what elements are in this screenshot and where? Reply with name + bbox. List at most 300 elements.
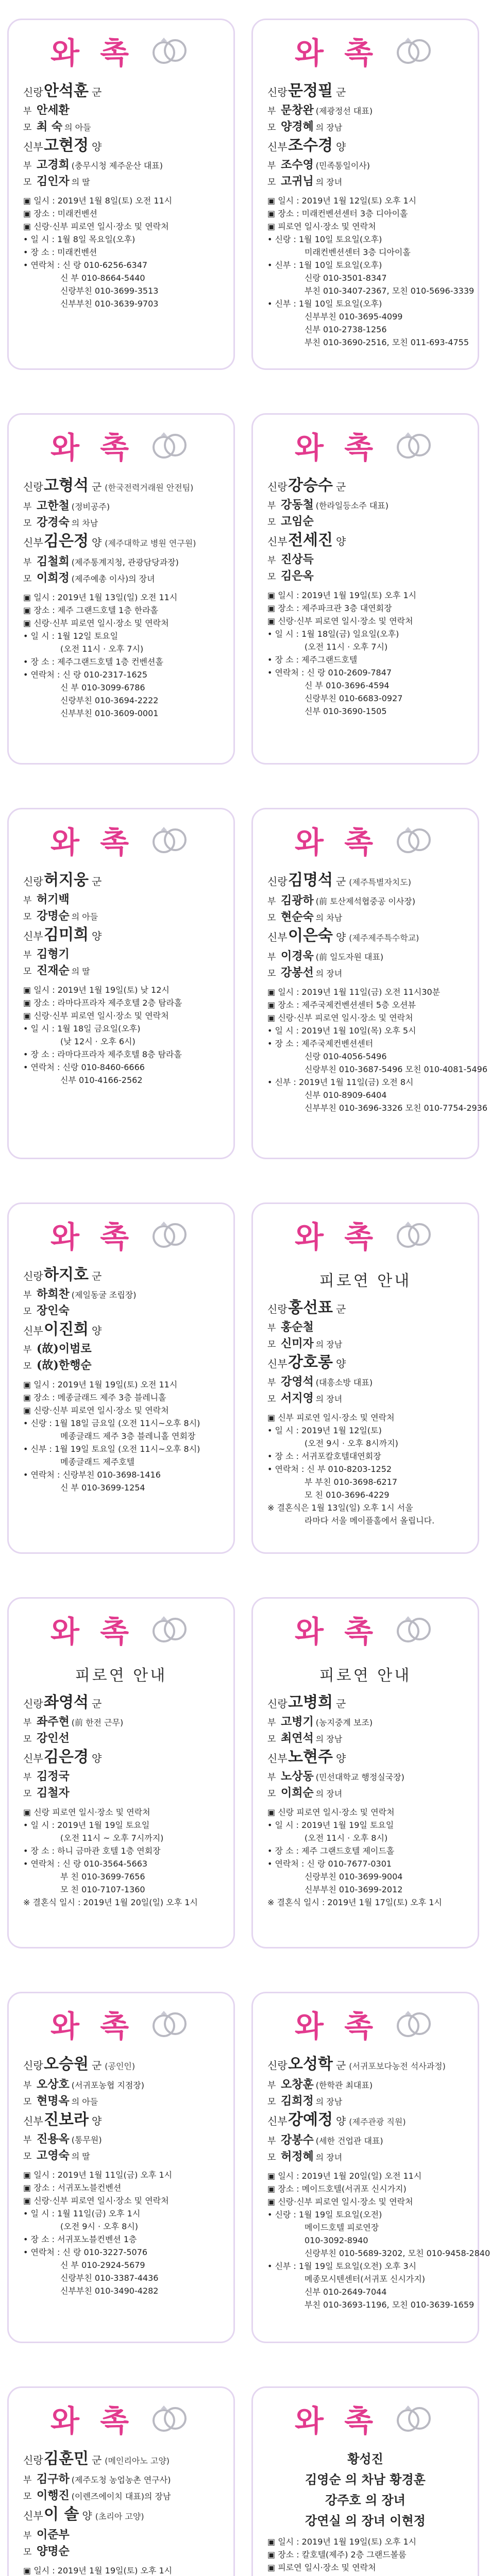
logo-text: 와 촉 xyxy=(294,2009,379,2044)
announcement-card xyxy=(251,1202,479,1554)
detail-line: • 장 소 : 제주그랜드호텔 xyxy=(267,655,358,665)
logo-text: 와 촉 xyxy=(294,2403,379,2438)
detail-line: 010-3092-8940 xyxy=(305,2235,368,2245)
name-suffix: 양 xyxy=(335,1358,346,1370)
role-label: 모 xyxy=(267,572,276,582)
role-label: 모 xyxy=(267,517,276,528)
couple-name-row xyxy=(23,1319,219,1341)
parent-name-row xyxy=(23,2544,219,2560)
role-label: 부 xyxy=(267,1718,276,1728)
name-suffix: 양 xyxy=(91,2115,102,2127)
role-label: 모 xyxy=(267,177,276,188)
name-suffix: 의 아들 xyxy=(71,912,98,922)
card-header xyxy=(23,809,219,870)
couple-name-row xyxy=(23,2110,219,2131)
person-name: 고현정 xyxy=(44,137,89,155)
role-label: 부 xyxy=(267,2080,276,2091)
name-suffix: 군 xyxy=(91,875,102,888)
parent-name-row xyxy=(267,1336,463,1352)
parent-name-row xyxy=(23,1769,219,1785)
person-name: 조수경 xyxy=(288,137,333,155)
person-description: (제주제주특수학교) xyxy=(349,933,419,943)
announcement-card xyxy=(7,1992,235,2343)
person-name: 김철자 xyxy=(37,1786,70,1800)
parent-name-row xyxy=(23,2148,219,2164)
detail-line: 신부부친 010-3639-9703 xyxy=(60,299,159,309)
role-label: 신부 xyxy=(267,141,288,153)
role-label: 부 xyxy=(267,1323,276,1333)
role-label: 부 xyxy=(23,106,32,116)
person-name: 김은옥 xyxy=(281,569,314,583)
parent-name-row xyxy=(23,963,219,979)
detail-line: 부 친 010-3699-7656 xyxy=(60,1872,145,1882)
wedding-rings-icon xyxy=(392,2009,436,2038)
event-details xyxy=(23,1378,219,1494)
parent-name-row xyxy=(23,2471,219,2488)
detail-line: • 연락처 : 신 랑 010-6256-6347 xyxy=(23,260,148,270)
wedding-rings-icon xyxy=(392,825,436,854)
name-suffix: 군 xyxy=(91,2059,102,2072)
detail-line: • 일 시 : 2019년 1월 19일 토요일 xyxy=(267,1820,394,1830)
name-suffix: 군 xyxy=(91,481,102,493)
couple-line: 강주호 의 장녀 xyxy=(325,2493,405,2507)
parent-name-row xyxy=(23,908,219,925)
detail-line: 신부부친 010-3609-0001 xyxy=(60,708,159,718)
role-label: 신부 xyxy=(23,1752,43,1765)
role-label: 모 xyxy=(267,2153,276,2163)
name-suffix: (대흥소방 대표) xyxy=(315,1378,373,1387)
role-label: 부 xyxy=(23,161,32,171)
person-name: 홍순철 xyxy=(281,1320,314,1334)
parent-name-row xyxy=(267,157,463,174)
detail-line: ▣ 신랑·신부 피로연 일시·장소 및 연락처 xyxy=(267,1013,413,1023)
name-suffix: (제광정선 대표) xyxy=(315,106,373,116)
name-suffix: 군 xyxy=(91,86,102,98)
role-label: 부 xyxy=(23,2475,32,2485)
detail-line: ▣ 일시 : 2019년 1월 19일(토) 오전 11시 xyxy=(23,1380,178,1389)
person-name: 진상득 xyxy=(281,553,314,566)
parent-name-row xyxy=(23,1785,219,1802)
name-suffix: (민족통일이사) xyxy=(315,161,370,171)
person-name: 오승원 xyxy=(44,2055,89,2073)
name-suffix: (제주예총 이사)의 장녀 xyxy=(71,574,155,584)
card-header xyxy=(23,1599,219,1659)
card-header xyxy=(267,1204,463,1265)
couple-line: 김영순 의 차남 황경훈 xyxy=(305,2472,426,2487)
couple-name-row xyxy=(23,1747,219,1769)
parent-name-row xyxy=(23,2093,219,2110)
name-suffix: 군 xyxy=(91,2454,102,2466)
detail-line: 신랑부친 010-3687-5496 모친 010-4081-5496 xyxy=(305,1064,488,1074)
detail-line: (오전 9시 · 오후 8시) xyxy=(60,2222,139,2231)
person-name: 문정필 xyxy=(288,82,333,100)
role-label: 신랑 xyxy=(23,1270,43,1282)
detail-line: 신부부친 010-3490-4282 xyxy=(60,2286,159,2296)
card-header xyxy=(23,20,219,81)
event-details xyxy=(267,589,463,718)
person-name: 고임순 xyxy=(281,515,314,528)
logo-text: 와 촉 xyxy=(294,1219,379,1255)
person-name: 이행진 xyxy=(37,2489,70,2502)
couple-name-row xyxy=(23,2054,219,2077)
name-suffix: 군 xyxy=(335,481,346,493)
name-suffix: 의 장녀 xyxy=(315,177,343,187)
person-name: 노상동 xyxy=(281,1770,314,1783)
detail-line: 모 친 010-3696-4229 xyxy=(305,1490,390,1500)
couple-name-row xyxy=(23,476,219,498)
event-details xyxy=(23,1806,219,1909)
parent-name-row xyxy=(23,2077,219,2093)
role-label: 부 xyxy=(23,1290,32,1300)
role-label: 모 xyxy=(267,1340,276,1350)
name-suffix: 의 장녀 xyxy=(315,1789,343,1799)
name-suffix: 의 아들 xyxy=(71,2097,98,2107)
detail-line: ▣ 신랑·신부 피로연 일시·장소 및 연락처 xyxy=(23,1405,169,1415)
announcement-card xyxy=(251,2386,479,2576)
role-label: 모 xyxy=(23,2151,32,2162)
name-suffix: (이렌즈에이치 대표)의 장남 xyxy=(71,2492,171,2501)
detail-line: ▣ 신랑·신부 피로연 일시·장소 및 연락처 xyxy=(23,1011,169,1021)
name-suffix: (前 한전 근무) xyxy=(71,1718,124,1727)
event-details xyxy=(267,194,475,349)
role-label: 부 xyxy=(267,161,276,171)
role-label: 모 xyxy=(23,967,32,977)
name-suffix: 군 xyxy=(335,1698,346,1710)
detail-line: 메종모시텐센터(서귀포 신시가지) xyxy=(305,2274,425,2284)
person-name: 이희순 xyxy=(281,1786,314,1800)
role-label: 부 xyxy=(267,896,276,907)
person-name: 현순숙 xyxy=(281,910,314,924)
person-name: 김정국 xyxy=(37,1770,70,1783)
person-name: 고형석 xyxy=(44,477,89,495)
detail-line: ▣ 장소 : 칼호텔(제주) 2층 그랜드볼룸 xyxy=(267,2550,407,2560)
person-name: 고경희 xyxy=(37,158,70,172)
person-name: 허지웅 xyxy=(44,871,89,889)
person-name: 진재순 xyxy=(37,964,70,977)
name-suffix: (민선대학교 행정실국장) xyxy=(315,1772,404,1782)
role-label: 신부 xyxy=(267,1752,288,1765)
detail-line: ▣ 장소 : 메이드호텔(서귀포 신시가지) xyxy=(267,2184,407,2194)
name-suffix: 군 xyxy=(335,2059,346,2072)
role-label: 모 xyxy=(267,1734,276,1744)
wedding-rings-icon xyxy=(147,1220,192,1249)
detail-line: ▣ 신랑·신부 피로연 일시·장소 및 연락처 xyxy=(23,222,169,231)
detail-line: • 연락처 : 신 랑 010-3564-5663 xyxy=(23,1859,148,1869)
detail-line: • 일 시 : 1월 12일 토요일 xyxy=(23,631,119,641)
detail-line: ※ 결혼식은 1월 13일(일) 오후 1시 서울 xyxy=(267,1503,413,1513)
person-name: 진보라 xyxy=(44,2111,89,2129)
person-name: 김명석 xyxy=(288,871,333,889)
name-suffix: (농지중계 보조) xyxy=(315,1718,373,1727)
role-label: 신부 xyxy=(23,536,43,549)
detail-line: 부친 010-3407-2367, 모친 010-5696-3339 xyxy=(305,286,475,296)
detail-line: 메종글래드 제주 3층 블레니홀 연회장 xyxy=(60,1431,196,1441)
logo-text: 와 촉 xyxy=(50,1614,134,1649)
name-suffix: 의 장남 xyxy=(315,1734,343,1744)
detail-line: 신부 010-8909-6404 xyxy=(305,1090,387,1100)
couple-name-row xyxy=(267,1692,463,1714)
role-label: 신부 xyxy=(23,1325,43,1337)
person-description: (제주특별자치도) xyxy=(349,877,411,887)
person-description: (제주대학교 병원 연구원) xyxy=(105,538,196,548)
person-name: 이경욱 xyxy=(281,950,314,963)
detail-line: 신 부 010-3696-4594 xyxy=(305,681,390,690)
logo-text: 와 촉 xyxy=(294,825,379,860)
person-name: 전세진 xyxy=(288,531,333,549)
person-name: (故)한행순 xyxy=(37,1359,92,1372)
person-name: 김미희 xyxy=(44,926,89,944)
card-header xyxy=(23,415,219,476)
logo-text: 와 촉 xyxy=(294,36,379,71)
detail-line: ▣ 일시 : 2019년 1월 19일(토) 오후 1시 xyxy=(267,2537,417,2547)
person-name: 장인숙 xyxy=(37,1304,70,1317)
name-suffix: (정비공주) xyxy=(71,502,110,512)
role-label: 모 xyxy=(23,123,32,133)
role-label: 모 xyxy=(23,518,32,529)
parent-name-row xyxy=(23,515,219,531)
wedding-rings-icon xyxy=(147,2009,192,2038)
role-label: 모 xyxy=(23,1307,32,1317)
name-suffix: 의 딸 xyxy=(71,177,90,187)
detail-line: • 일 시 : 2019년 1월 19일 토요일 xyxy=(23,1820,150,1830)
person-name: 강호롱 xyxy=(288,1353,333,1371)
detail-line: 신랑부친 010-3699-9004 xyxy=(305,1872,403,1882)
person-name: 좌주현 xyxy=(37,1715,70,1728)
name-suffix: 군 xyxy=(335,86,346,98)
name-suffix: 의 아들 xyxy=(64,123,91,132)
couple-name-row xyxy=(23,1692,219,1714)
person-name: 강봉선 xyxy=(281,966,314,979)
couple-line: 황성진 xyxy=(347,2451,383,2466)
name-suffix: 의 장남 xyxy=(315,1340,343,1349)
role-label: 신랑 xyxy=(23,86,43,98)
detail-line: 신랑부친 010-3699-3513 xyxy=(60,286,159,296)
parent-name-row xyxy=(267,909,463,926)
role-label: 모 xyxy=(23,1734,32,1744)
name-suffix: 양 xyxy=(91,930,102,942)
detail-line: • 신부 : 1월 19일 토요일 (오전 11시~오후 8시) xyxy=(23,1444,200,1454)
event-details xyxy=(267,1806,463,1909)
person-description: (공인인) xyxy=(105,2061,136,2071)
detail-line: 신랑부친 010-6683-0927 xyxy=(305,693,403,703)
detail-line: 메종글래드 제주호텔 xyxy=(60,1457,135,1467)
role-label: 신랑 xyxy=(267,1698,288,1710)
parent-name-row xyxy=(267,497,463,514)
person-name: 허기백 xyxy=(37,893,70,906)
announcement-card xyxy=(7,413,235,765)
detail-line: • 연락처 : 신랑 010-8460-6666 xyxy=(23,1062,145,1072)
name-suffix: 군 xyxy=(91,1270,102,1282)
role-label: 부 xyxy=(23,2531,32,2541)
name-suffix: (제주통계지청, 관광담당과장) xyxy=(71,557,179,567)
parent-name-row xyxy=(267,103,463,119)
name-suffix: (제주도청 농업농촌 연구사) xyxy=(71,2475,171,2485)
name-suffix: (제일동굴 조립장) xyxy=(71,1290,137,1300)
announcement-card xyxy=(7,1597,235,1948)
detail-line: • 장 소 : 제주 그랜드호텔 제이드홀 xyxy=(267,1846,395,1856)
person-name: 김철희 xyxy=(37,555,70,568)
wedding-rings-icon xyxy=(147,431,192,460)
detail-line: (오전 11시 · 오후 7시) xyxy=(305,642,388,652)
person-name: 문창완 xyxy=(281,104,314,117)
detail-line: 라마다 서울 메이플홀에서 올립니다. xyxy=(305,1516,435,1526)
role-label: 신랑 xyxy=(267,1303,288,1315)
detail-line: • 신랑 : 1월 19일 토요일(오전) xyxy=(267,2210,382,2219)
role-label: 모 xyxy=(267,913,276,923)
role-label: 신랑 xyxy=(267,2059,288,2072)
detail-line: • 연락처 : 신 랑 010-7677-0301 xyxy=(267,1859,392,1869)
role-label: 모 xyxy=(267,969,276,979)
person-name: 오상호 xyxy=(37,2078,70,2091)
wedding-rings-icon xyxy=(147,825,192,854)
name-suffix: 군 xyxy=(335,875,346,888)
detail-line: ▣ 장소 : 메종글래드 제주 3층 블레니홀 xyxy=(23,1393,166,1402)
card-header xyxy=(23,2388,219,2449)
event-details xyxy=(267,2170,490,2311)
detail-line: 신랑부친 010-3387-4436 xyxy=(60,2273,159,2283)
parent-name-row xyxy=(23,570,219,587)
wedding-rings-icon xyxy=(392,1615,436,1643)
detail-line: ▣ 신랑 피로연 일시·장소 및 연락처 xyxy=(23,1807,150,1817)
card-header xyxy=(267,415,463,476)
parent-name-row xyxy=(267,1714,463,1731)
detail-line: 신부부친 010-3699-2012 xyxy=(305,1885,403,1894)
detail-line: • 장 소 : 미래컨벤션 xyxy=(23,247,97,257)
person-name: 고병희 xyxy=(288,1693,333,1711)
role-label: 부 xyxy=(23,557,32,568)
couple-name-row xyxy=(23,1265,219,1286)
role-label: 신랑 xyxy=(267,875,288,888)
person-description: (초리아 고양) xyxy=(95,2512,144,2521)
announcement-card xyxy=(7,2386,235,2576)
detail-line: 신부 010-3690-1505 xyxy=(305,706,387,716)
detail-line: 신부부친 010-3695-4099 xyxy=(305,312,403,321)
person-name: 현명옥 xyxy=(37,2094,70,2108)
couple-name-row xyxy=(23,2449,219,2471)
name-suffix: (충무시청 제주운산 대표) xyxy=(71,161,163,171)
card-header xyxy=(267,20,463,81)
event-details xyxy=(23,591,219,720)
logo-text: 와 촉 xyxy=(50,2009,134,2044)
name-suffix: 군 xyxy=(335,1303,346,1315)
detail-line: ▣ 일시 : 2019년 1월 20일(일) 오전 11시 xyxy=(267,2171,422,2181)
parent-name-row xyxy=(23,103,219,119)
detail-line: ※ 결혼식 일시 : 2019년 1월 20일(일) 오후 1시 xyxy=(23,1897,198,1907)
person-name: 이은숙 xyxy=(288,927,333,945)
person-name: 안석훈 xyxy=(44,82,89,100)
person-name: 조수영 xyxy=(281,158,314,172)
announcement-card xyxy=(251,413,479,765)
name-suffix: 의 딸 xyxy=(71,967,90,976)
name-suffix: 의 장남 xyxy=(315,123,343,132)
name-suffix: (한학관 최대표) xyxy=(315,2080,373,2090)
announcement-card xyxy=(251,19,479,370)
detail-line: ▣ 일시 : 2019년 1월 19일(토) 낮 12시 xyxy=(23,985,170,995)
detail-line: ▣ 장소 : 미래컨벤션 xyxy=(23,209,97,218)
detail-line: ▣ 장소 : 미래컨벤션센터 3층 디아이홀 xyxy=(267,209,408,218)
event-details xyxy=(267,986,488,1114)
role-label: 신랑 xyxy=(23,875,43,888)
role-label: 부 xyxy=(267,501,276,511)
wedding-rings-icon xyxy=(392,2404,436,2433)
detail-line xyxy=(267,2574,463,2576)
detail-line: (낮 12시 · 오후 6시) xyxy=(60,1037,136,1046)
detail-line: ▣ 일시 : 2019년 1월 8일(토) 오전 11시 xyxy=(23,196,173,206)
role-label: 부 xyxy=(267,106,276,116)
person-name: 이준부 xyxy=(37,2528,70,2541)
person-name: 고병기 xyxy=(281,1715,314,1728)
person-name: 김광하 xyxy=(281,894,314,907)
name-suffix: 양 xyxy=(335,931,346,943)
detail-line: (오전 9시 · 오후 8시까지) xyxy=(305,1438,398,1448)
couple-block xyxy=(267,2449,463,2531)
parent-name-row xyxy=(23,1358,219,1374)
parent-name-row xyxy=(23,2527,219,2544)
role-label: 부 xyxy=(23,895,32,906)
detail-line: • 신랑 : 1월 18일 금요일 (오전 11시~오후 8시) xyxy=(23,1418,200,1428)
role-label: 신부 xyxy=(267,931,288,943)
detail-line: ▣ 일시 : 2019년 1월 11일(금) 오전 11시30분 xyxy=(267,987,441,997)
person-name: 강명순 xyxy=(37,909,70,923)
name-suffix: 의 딸 xyxy=(71,2151,90,2161)
parent-name-row xyxy=(267,1391,463,1407)
role-label: 부 xyxy=(267,1378,276,1388)
notice-title: 피로연 안내 xyxy=(75,1667,167,1685)
person-name: 고영숙 xyxy=(37,2149,70,2162)
role-label: 모 xyxy=(23,177,32,188)
person-name: 강봉수 xyxy=(281,2133,314,2147)
card-header xyxy=(23,1993,219,2054)
detail-line: 부 부친 010-3698-6217 xyxy=(305,1477,398,1487)
parent-name-row xyxy=(267,1769,463,1785)
couple-name-row xyxy=(267,81,463,103)
detail-line: • 장 소 : 서귀포칼호텔대연회장 xyxy=(267,1451,381,1461)
name-suffix: 양 xyxy=(91,141,102,153)
person-name: 신미자 xyxy=(281,1337,314,1350)
person-name: 오성학 xyxy=(288,2055,333,2073)
card-header xyxy=(267,1599,463,1659)
role-label: 신랑 xyxy=(23,1698,43,1710)
detail-line: 신랑 010-3501-8347 xyxy=(305,273,387,283)
event-details xyxy=(23,194,219,310)
person-name: 최 숙 xyxy=(37,120,63,133)
couple-name-row xyxy=(23,135,219,157)
couple-name-row xyxy=(267,135,463,157)
role-label: 신부 xyxy=(23,2510,43,2522)
detail-line: 신 부 010-8664-5440 xyxy=(60,273,145,283)
detail-line: • 연락처 : 신 부 010-8203-1252 xyxy=(267,1464,392,1474)
couple-name-row xyxy=(267,2110,463,2132)
name-suffix: 양 xyxy=(91,1752,102,1765)
detail-line: (오전 11시 · 오후 7시) xyxy=(60,644,144,654)
event-details xyxy=(267,1411,463,1527)
event-details xyxy=(23,984,219,1087)
detail-line: • 연락처 : 신 랑 010-2317-1625 xyxy=(23,670,148,680)
person-name: 이진희 xyxy=(44,1320,89,1338)
role-label: 신부 xyxy=(23,141,43,153)
detail-line: • 연락처 : 신 랑 010-2609-7847 xyxy=(267,668,392,677)
role-label: 신랑 xyxy=(23,481,43,493)
detail-line: • 일 시 : 2019년 1월 12일(토) xyxy=(267,1426,382,1435)
person-description: (한국전력거래원 안전팀) xyxy=(105,483,194,493)
parent-name-row xyxy=(23,554,219,570)
detail-line: ▣ 피로연 일시·장소 및 연락처 xyxy=(267,2563,376,2572)
role-label: 신랑 xyxy=(267,481,288,493)
detail-line: • 신부 : 1월 10일 토요일(오후) xyxy=(267,299,382,309)
person-name: 강예정 xyxy=(288,2111,333,2129)
detail-line: 신랑 010-4056-5496 xyxy=(305,1052,387,1061)
detail-line: • 연락처 : 신랑부친 010-3698-1416 xyxy=(23,1470,161,1480)
